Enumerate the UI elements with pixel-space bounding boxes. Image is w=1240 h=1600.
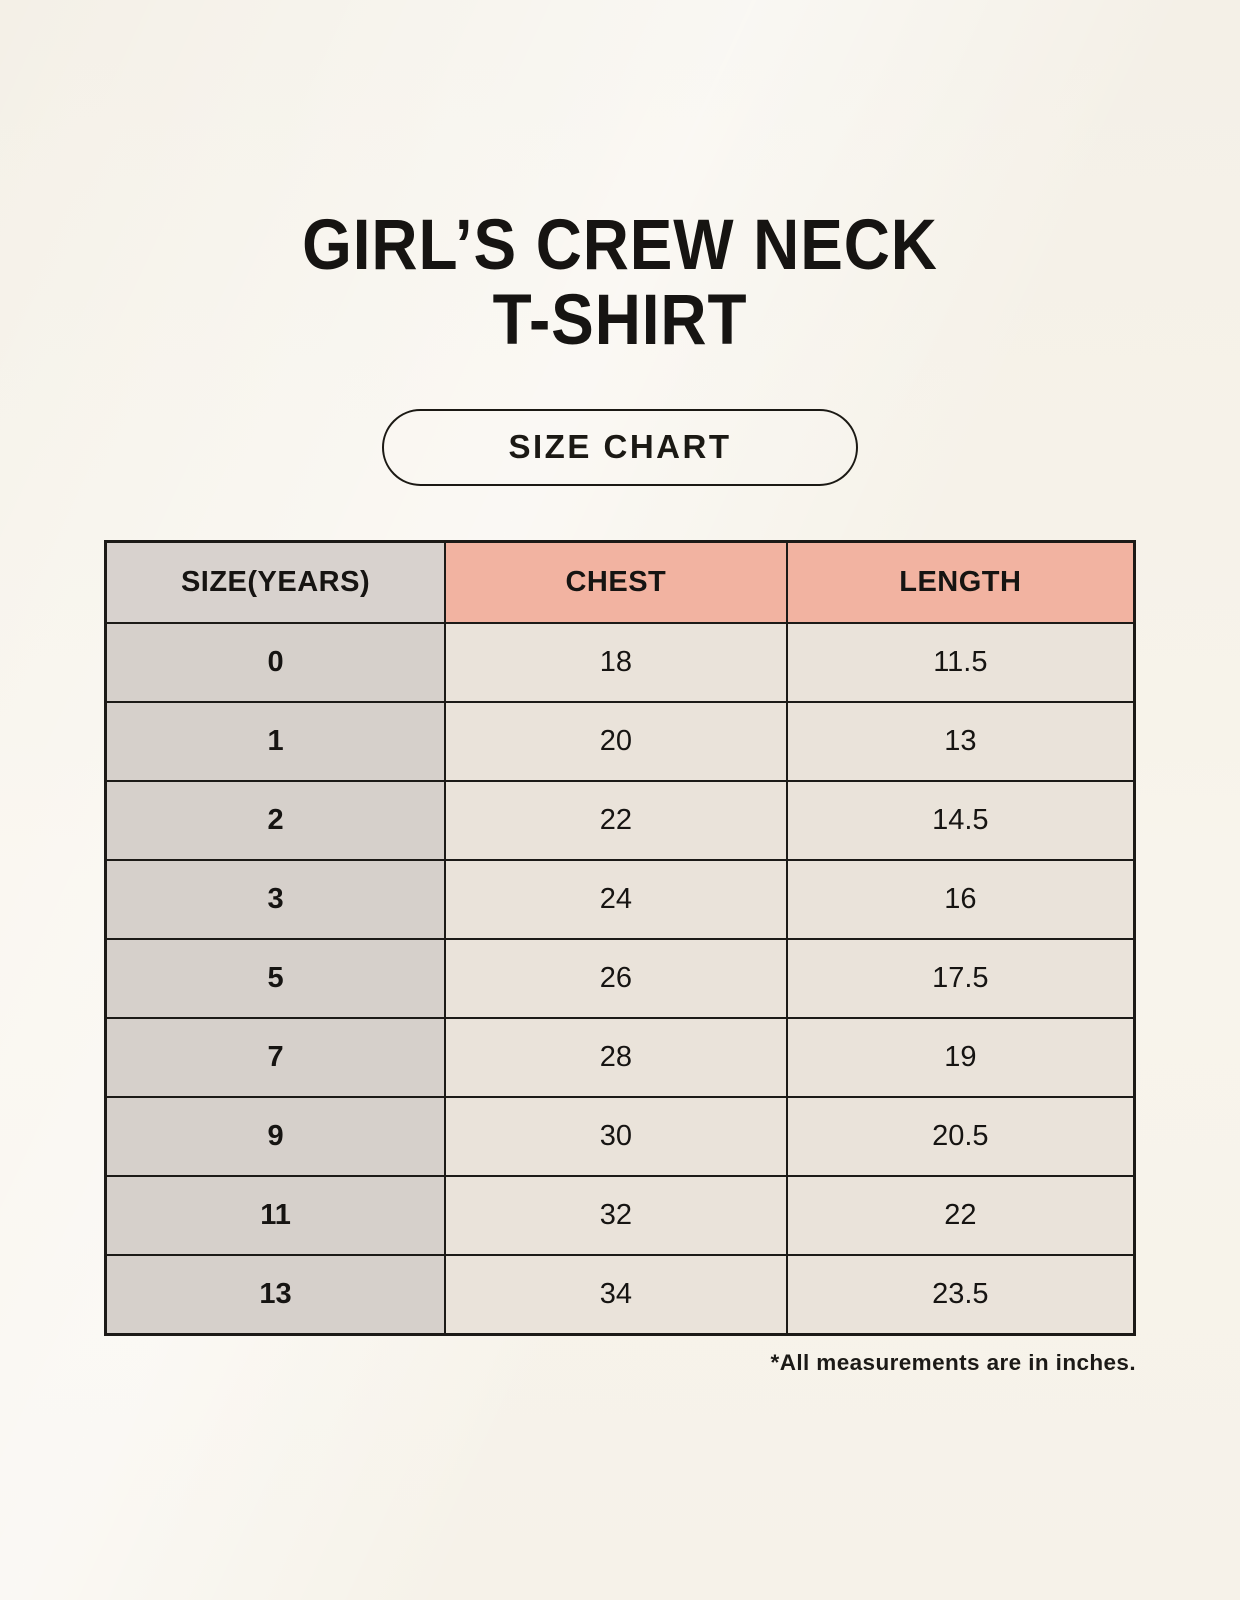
table-row	[106, 781, 1135, 860]
size-cell: 11	[106, 1176, 446, 1255]
length-cell: 11.5	[787, 623, 1135, 702]
measurement-footnote: *All measurements are in inches.	[770, 1349, 1136, 1375]
size-cell: 5	[106, 939, 446, 1018]
chest-cell: 24	[445, 860, 787, 939]
size-chart-badge-label: SIZE CHART	[508, 428, 732, 465]
length-cell: 16	[787, 860, 1135, 939]
size-cell: 7	[106, 1018, 446, 1097]
table-row	[106, 1176, 1135, 1255]
chest-cell: 22	[445, 781, 787, 860]
chest-cell: 30	[445, 1097, 787, 1176]
size-table-body	[106, 623, 1135, 1334]
header-chest: CHEST	[445, 541, 787, 623]
length-cell: 14.5	[787, 781, 1135, 860]
table-row	[106, 1097, 1135, 1176]
length-cell: 22	[787, 1176, 1135, 1255]
title-line-1: GIRL’S CREW NECK	[302, 206, 938, 285]
table-row	[106, 702, 1135, 781]
size-table	[104, 540, 1136, 1336]
size-cell: 13	[106, 1255, 446, 1334]
chest-cell: 18	[445, 623, 787, 702]
page-title	[62, 0, 1178, 359]
size-cell: 0	[106, 623, 446, 702]
size-chart-badge	[382, 409, 858, 486]
table-row	[106, 939, 1135, 1018]
table-row	[106, 860, 1135, 939]
chest-cell: 34	[445, 1255, 787, 1334]
length-cell: 23.5	[787, 1255, 1135, 1334]
chest-cell: 28	[445, 1018, 787, 1097]
chest-cell: 20	[445, 702, 787, 781]
header-row	[106, 541, 1135, 623]
size-table-container	[104, 540, 1136, 1376]
length-cell: 17.5	[787, 939, 1135, 1018]
size-cell: 1	[106, 702, 446, 781]
chest-cell: 26	[445, 939, 787, 1018]
size-cell: 3	[106, 860, 446, 939]
size-cell: 9	[106, 1097, 446, 1176]
size-cell: 2	[106, 781, 446, 860]
table-row	[106, 1018, 1135, 1097]
chest-cell: 32	[445, 1176, 787, 1255]
header-length: LENGTH	[787, 541, 1135, 623]
table-row	[106, 1255, 1135, 1334]
length-cell: 20.5	[787, 1097, 1135, 1176]
length-cell: 13	[787, 702, 1135, 781]
header-size-years: SIZE(YEARS)	[106, 541, 446, 623]
length-cell: 19	[787, 1018, 1135, 1097]
title-line-2: T-SHIRT	[492, 281, 748, 361]
table-row	[106, 623, 1135, 702]
